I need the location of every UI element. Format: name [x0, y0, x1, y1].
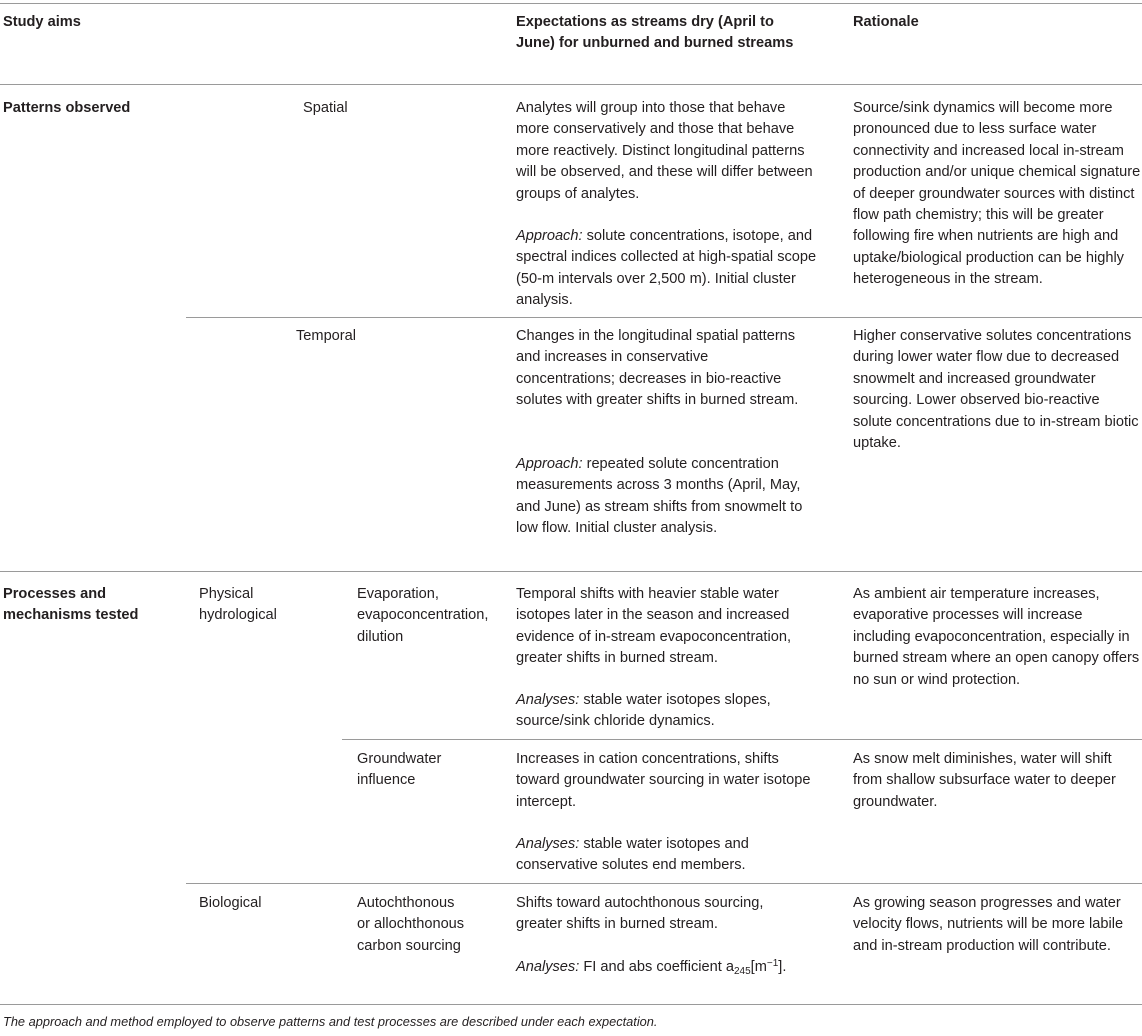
evaporation-expectation: Temporal shifts with heavier stable water isotopes later in the season and increased evidence of in-stream evapoconcentration, greater shifts in burned stream.	[516, 586, 792, 667]
header-study-aims: Study aims	[3, 14, 81, 30]
biological-expectation: Shifts toward autochthonous sourcing, greater shifts in burned stream.	[516, 895, 764, 933]
analyses-label: Analyses:	[516, 836, 580, 852]
rule-spatial	[186, 317, 1142, 318]
analyses-text: stable water isotopes slopes, source/sink chloride dynamics.	[516, 692, 771, 730]
processes-label: Processes and mechanisms tested	[3, 586, 139, 624]
groundwater-expectation: Increases in cation concentrations, shifts toward groundwater sourcing in water isotope intercept.	[516, 751, 811, 810]
analyses-end: ].	[778, 959, 787, 975]
header-rationale: Rationale	[853, 14, 919, 30]
spatial-approach	[516, 226, 821, 312]
rule-bottom	[0, 1004, 1142, 1005]
temporal-rationale: Higher conservative solutes concentrations during lower water flow due to decreased snowmelt and increased groundwater sourcing. Lower observed bio-reactive solute concentrations due to in-stream biotic uptake.	[853, 328, 1139, 452]
header-expectations: Expectations as streams dry (April to June) for unburned and burned streams	[516, 14, 794, 52]
temporal-label: Temporal	[296, 328, 357, 344]
approach-text: repeated solute concentration measurements across 3 months (April, May, and June) as stream shifts from snowmelt to low flow. Initial cluster analysis.	[516, 456, 803, 537]
rule-header	[0, 84, 1142, 85]
evaporation-analyses	[516, 690, 816, 733]
groundwater-label: Groundwater influence	[357, 751, 442, 789]
groundwater-analyses	[516, 834, 816, 877]
table-caption: The approach and method employed to observe patterns and test processes are described under each expectation.	[3, 1014, 658, 1029]
spatial-rationale: Source/sink dynamics will become more pronounced due to less surface water connectivity and increased local in-stream production and/or unique chemical signature of deeper groundwater sources with distinct flow path chemistry; this will be greater following fire when nutrients are high and uptake/biological production can be highly heterogeneous in the stream.	[853, 100, 1141, 288]
analyses-label: Analyses:	[516, 959, 580, 975]
analyses-text: stable water isotopes and conservative solutes end members.	[516, 836, 749, 874]
rule-groundwater	[186, 883, 1142, 884]
analyses-label: Analyses:	[516, 692, 580, 708]
patterns-observed-label: Patterns observed	[3, 100, 131, 116]
approach-label: Approach:	[516, 456, 583, 472]
spatial-expectation: Analytes will group into those that behave more conservatively and those that behave more reactively. Distinct longitudinal patterns will be observed, and these will differ between groups of analytes.	[516, 100, 813, 202]
biological-rationale: As growing season progresses and water velocity flows, nutrients will be more labile and in-stream production will contribute.	[853, 895, 1124, 954]
rule-patterns	[0, 571, 1142, 572]
analyses-superscript: −1	[766, 958, 779, 969]
carbon-sourcing-label: Autochthonous or allochthonous carbon sourcing	[357, 895, 465, 954]
biological-analyses	[516, 957, 816, 978]
spatial-label: Spatial	[303, 100, 348, 116]
groundwater-rationale: As snow melt diminishes, water will shift from shallow subsurface water to deeper groundwater.	[853, 751, 1116, 810]
biological-label: Biological	[199, 895, 262, 911]
rule-evaporation	[342, 739, 1142, 740]
evaporation-label: Evaporation, evapoconcentration, dilution	[357, 586, 489, 645]
analyses-subscript: 245	[733, 966, 751, 977]
rule-top	[0, 3, 1142, 4]
analyses-text: FI and abs coefficient a	[579, 959, 734, 975]
evaporation-rationale: As ambient air temperature increases, evaporative processes will increase including evapoconcentration, especially in burned stream where an open canopy offers no sun or wind protection.	[853, 586, 1140, 688]
temporal-approach	[516, 454, 806, 540]
temporal-expectation: Changes in the longitudinal spatial patterns and increases in conservative concentrations; decreases in bio-reactive solutes with greater shifts in burned stream.	[516, 328, 799, 409]
analyses-unit: [m	[750, 959, 767, 975]
physical-hydrological-label: Physical hydrological	[199, 586, 277, 624]
approach-text: solute concentrations, isotope, and spectral indices collected at high-spatial scope (50-m intervals over 2,500 m). Initial cluster analysis.	[516, 228, 817, 309]
approach-label: Approach:	[516, 228, 583, 244]
